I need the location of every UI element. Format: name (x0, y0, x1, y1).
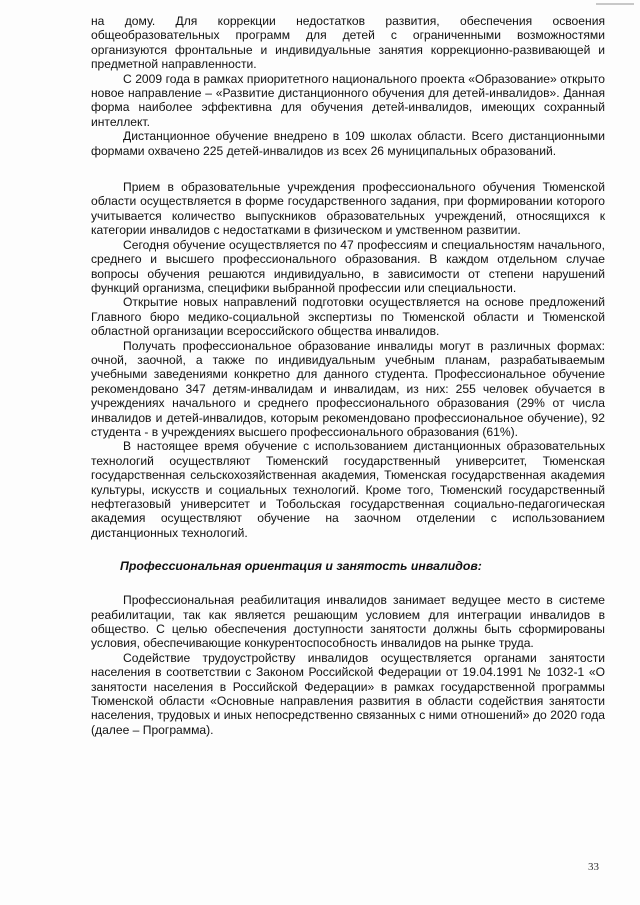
paragraph-new-directions: Открытие новых направлений подготовки осуществляется на основе предложений Главного бюро медико-социальной экспертизы по Тюменской области и Тюменской областной организации всероссийского общества инвалидов. (91, 295, 605, 339)
paragraph-spacer (91, 540, 605, 559)
paragraph-distance-learning-coverage: Дистанционное обучение внедрено в 109 школах области. Всего дистанционными формами охвачено 225 детей-инвалидов из всех 26 муниципальных образований. (91, 129, 605, 158)
scan-corner-mark (596, 3, 634, 5)
paragraph-rehabilitation: Профессиональная реабилитация инвалидов занимает ведущее место в системе реабилитации, так как является решающим условием для интеграции инвалидов в общество. С целью обеспечения доступности занятости должны быть сформированы условия, обеспечивающие конкурентоспособность инвалидов на рынке труда. (91, 593, 605, 651)
paragraph-distance-learning-intro: С 2009 года в рамках приоритетного национального проекта «Образование» открыто новое направление – «Развитие дистанционного обучения для детей-инвалидов». Данная форма наиболее эффективна для обучения детей-инвалидов, имеющих сохранный интеллект. (91, 71, 605, 129)
paragraph-continuation: на дому. Для коррекции недостатков развития, обеспечения освоения общеобразовательных программ для детей с ограниченными возможностями организуются фронтальные и индивидуальные занятия коррекционно-развивающей и предметной направленности. (91, 14, 605, 72)
section-heading: Профессиональная ориентация и занятость инвалидов: (120, 559, 482, 574)
page-number: 33 (588, 861, 599, 873)
paragraph-universities: В настоящее время обучение с использованием дистанционных образовательных технологий осуществляют Тюменский государственный университет, Тюменская государственная сельскохозяйственная академия, Тюменская государственная академия культуры, искусств и социальных технологий. Кроме того, Тюменский государственный нефтегазовый университет и Тобольская государственная социально-педагогическая академия осуществляют обучение на заочном отделении с использованием дистанционных технологий. (91, 439, 605, 540)
paragraph-employment-assistance: Содействие трудоустройству инвалидов осуществляется органами занятости населения в соответствии с Законом Российской Федерации от 19.04.1991 № 1032-1 «О занятости населения в Российской Федерации» в рамках государственной программы Тюменской области «Основные направления развития в области содействия занятости населения, трудовых и иных непосредственно связанных с ними отношений» до 2020 года (далее – Программа). (91, 650, 605, 737)
paragraph-spacer (91, 158, 605, 180)
paragraph-education-forms: Получать профессиональное образование инвалиды могут в различных формах: очной, заочной, а также по индивидуальным учебным планам, разрабатываемым учебными заведениями конкретно для данного студента. Профессиональное обучение рекомендовано 347 детям-инвалидам и инвалидам, из них: 255 человек обучается в учреждениях начального и среднего профессионального образования (29% от числа инвалидов и детей-инвалидов, которым рекомендовано профессиональное обучение), 92 студента - в учреждениях высшего профессионального образования (61%). (91, 338, 605, 439)
paragraph-professions: Сегодня обучение осуществляется по 47 профессиям и специальностям начального, среднего и высшего профессионального образования. В каждом отдельном случае вопросы обучения решаются индивидуально, в зависимости от степени нарушений функций организма, специфики выбранной профессии или специальности. (91, 237, 605, 295)
document-body (91, 14, 605, 737)
paragraph-admission: Прием в образовательные учреждения профессионального обучения Тюменской области осуществляется в форме государственного задания, при формировании которого учитывается количество выпускников образовательных учреждений, относящихся к категории инвалидов с недостатками в физическом и умственном развитии. (91, 180, 605, 238)
paragraph-spacer (91, 574, 605, 593)
